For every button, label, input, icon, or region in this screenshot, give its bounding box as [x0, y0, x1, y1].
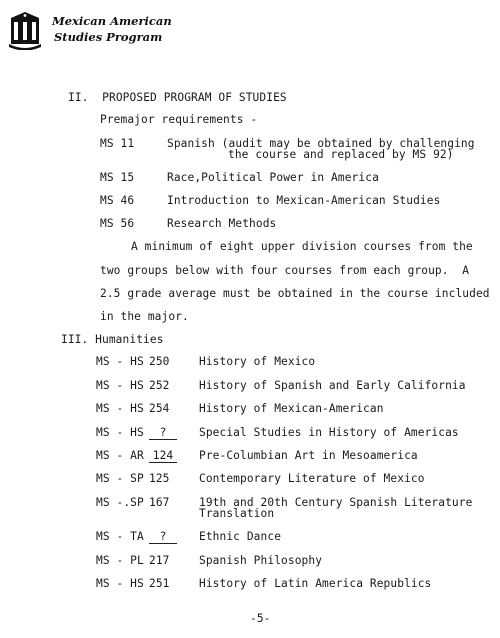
course-number: 250: [149, 355, 170, 368]
course-title: History of Mexico: [199, 355, 316, 368]
program-seal-icon: [8, 10, 42, 50]
course-prefix: MS - HS: [96, 355, 144, 368]
page-number: -5-: [250, 612, 271, 625]
course-prefix: MS - TA: [96, 530, 144, 543]
program-name-line1: Mexican American: [52, 14, 172, 28]
section-heading-3: III. Humanities: [61, 333, 164, 346]
course-number: 217: [149, 554, 170, 567]
course-number: 254: [149, 402, 170, 415]
course-title: Research Methods: [167, 217, 277, 230]
course-prefix: MS - HS: [96, 577, 144, 590]
course-title: Race,Political Power in America: [167, 171, 379, 184]
course-title: Ethnic Dance: [199, 530, 282, 543]
course-prefix: MS - HS: [96, 402, 144, 415]
course-number: 252: [149, 379, 170, 392]
course-code: MS 56: [100, 217, 135, 230]
section-heading-2: II. PROPOSED PROGRAM OF STUDIES: [68, 91, 287, 104]
program-name-line2: Studies Program: [54, 30, 163, 44]
course-code: MS 15: [100, 171, 135, 184]
requirements-paragraph-line: in the major.: [100, 310, 189, 323]
course-title-cont: Translation: [199, 507, 275, 520]
course-title: Spanish (audit may be obtained by challenging: [167, 137, 475, 150]
course-title: 19th and 20th Century Spanish Literature: [199, 496, 473, 509]
requirements-paragraph-line: A minimum of eight upper division courses from the: [131, 240, 473, 253]
course-prefix: MS - HS: [96, 426, 144, 439]
course-prefix: MS - AR: [96, 449, 144, 462]
course-title: Spanish Philosophy: [199, 554, 323, 567]
course-title: History of Latin America Republics: [199, 577, 432, 590]
program-name: [52, 13, 172, 45]
course-code: MS 11: [100, 137, 135, 150]
course-number: ?: [149, 530, 177, 544]
course-code: MS 46: [100, 194, 135, 207]
course-prefix: MS -.SP: [96, 496, 144, 509]
requirements-paragraph-line: two groups below with four courses from each group. A: [100, 264, 470, 277]
course-title-cont: the course and replaced by MS 92): [228, 148, 454, 161]
premajor-label: Premajor requirements -: [100, 113, 258, 126]
requirements-paragraph-line: 2.5 grade average must be obtained in the course included: [100, 287, 490, 300]
course-number: 125: [149, 472, 170, 485]
course-prefix: MS - PL: [96, 554, 144, 567]
course-number: ?: [149, 426, 177, 440]
course-number: 167: [149, 496, 170, 509]
course-title: History of Spanish and Early California: [199, 379, 466, 392]
course-number: 251: [149, 577, 170, 590]
course-title: Special Studies in History of Americas: [199, 426, 459, 439]
course-title: History of Mexican-American: [199, 402, 384, 415]
course-number: 124: [149, 449, 177, 463]
course-prefix: MS - HS: [96, 379, 144, 392]
course-prefix: MS - SP: [96, 472, 144, 485]
course-title: Pre-Columbian Art in Mesoamerica: [199, 449, 418, 462]
course-title: Contemporary Literature of Mexico: [199, 472, 425, 485]
course-title: Introduction to Mexican-American Studies: [167, 194, 441, 207]
